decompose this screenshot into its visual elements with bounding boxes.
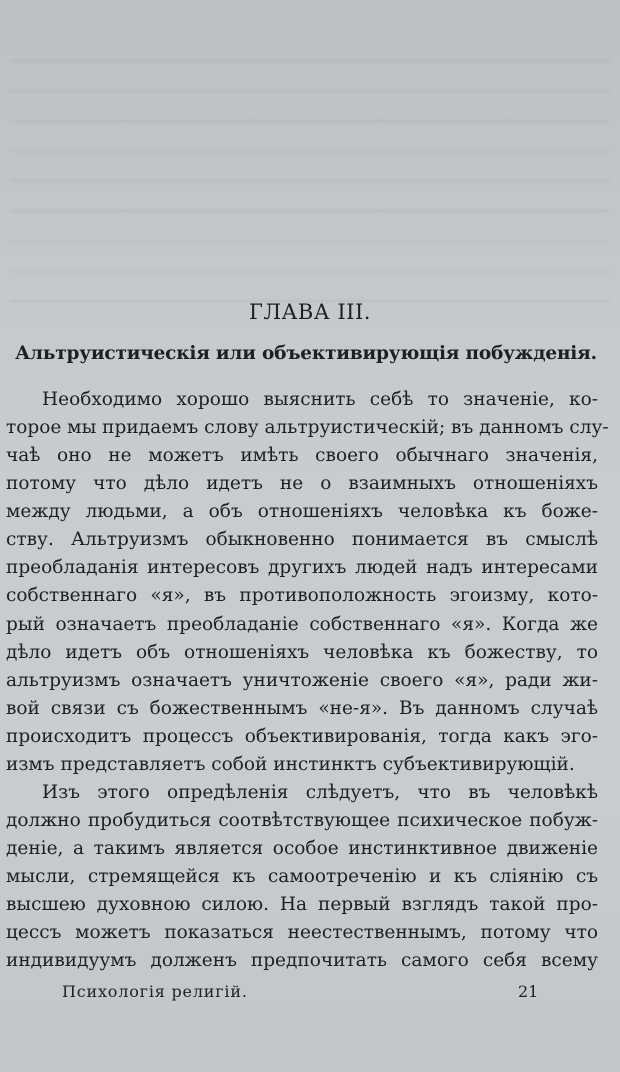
text-line: собственнаго «я», въ противоположность эгоизму, кото- [6,585,598,606]
text-line: индивидуумъ долженъ предпочитать самого себя всему [6,950,598,971]
text-line: вой связи съ божественнымъ «не-я». Въ данномъ случаѣ [6,698,598,719]
text-line: измъ представляетъ собой инстинктъ субъективирующій. [6,754,575,775]
text-line: мысли, стремящейся къ самоотреченію и къ сліянію съ [6,866,598,887]
text-line: торое мы придаемъ слову альтруистическій; въ данномъ слу- [6,417,609,438]
text-line: чаѣ оно не можетъ имѣть своего обычнаго значенія, [6,445,598,466]
text-line: Изъ этого опредѣленія слѣдуетъ, что въ человѣкѣ [42,782,598,803]
text-line: ству. Альтруизмъ обыкновенно понимается въ смыслѣ [6,529,598,550]
text-line: цессъ можетъ показаться неестественнымъ, потому что [6,922,598,943]
text-line: между людьми, а объ отношеніяхъ человѣка къ боже- [6,501,598,522]
show-through-texture [10,60,610,310]
text-line: рый означаетъ преобладаніе собственнаго «я». Когда же [6,614,598,635]
text-line: преобладанія интересовъ другихъ людей надъ интересами [6,557,598,578]
running-footer-title: Психологія религій. [62,982,248,1001]
text-line: альтруизмъ означаетъ уничтоженіе своего «я», ради жи- [6,670,598,691]
page-number: 21 [518,982,539,1001]
text-line: Необходимо хорошо выяснить себѣ то значеніе, ко- [42,389,598,410]
text-line: высшею духовною силою. На первый взглядъ такой про- [6,894,598,915]
chapter-heading: ГЛАВА III. [249,300,371,324]
text-line: дѣло идетъ объ отношеніяхъ человѣка къ божеству, то [6,642,598,663]
text-line: должно пробудиться соотвѣтствующее психическое побуж- [6,810,598,831]
text-line: потому что дѣло идетъ не о взаимныхъ отношеніяхъ [6,473,598,494]
text-line: происходитъ процессъ объективированія, тогда какъ эго- [6,726,598,747]
chapter-subtitle: Альтруистическія или объективирующія побужденія. [15,343,597,364]
text-line: деніе, а такимъ является особое инстинктивное движеніе [6,838,598,859]
